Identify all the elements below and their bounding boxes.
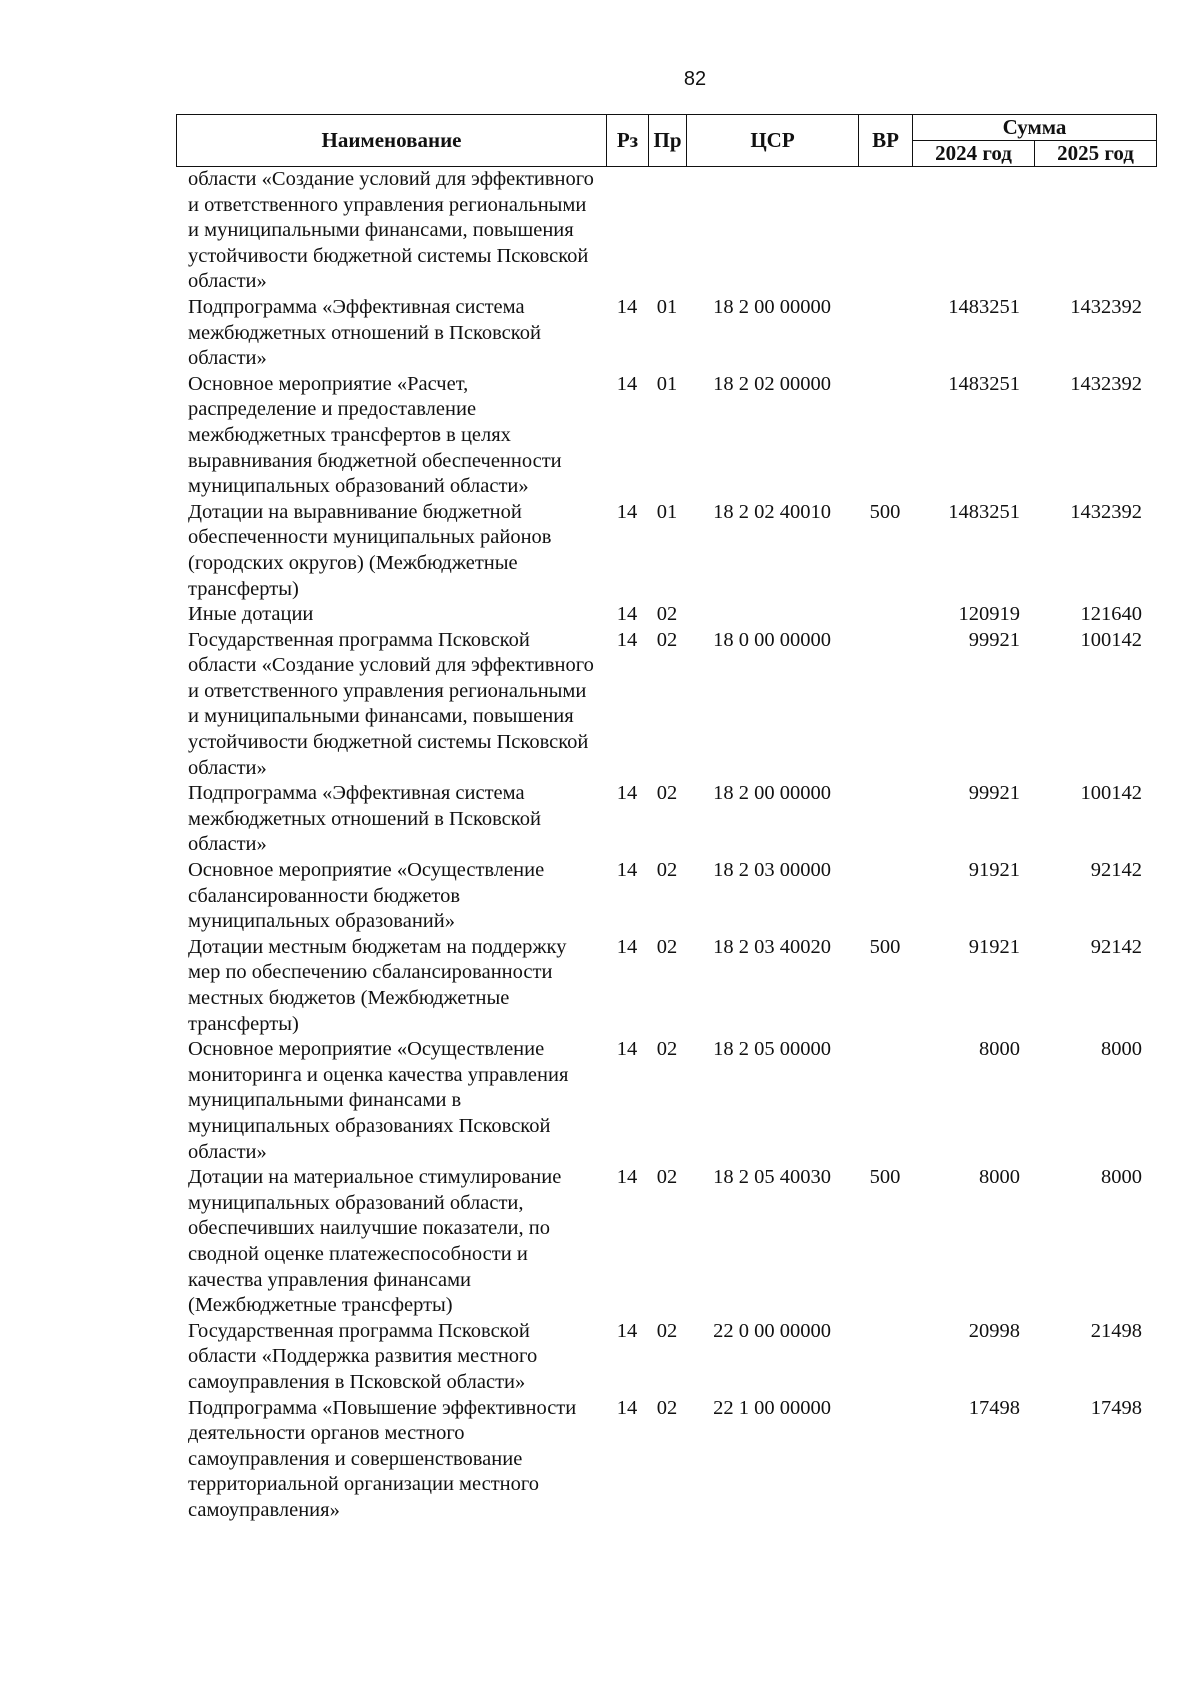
row-sum-2025: 100142 — [1080, 782, 1142, 805]
row-sum-2024: 8000 — [979, 1166, 1020, 1189]
row-sum-2025: 1432392 — [1070, 372, 1142, 395]
row-sum-2024: 99921 — [968, 628, 1020, 651]
table-row — [176, 167, 1156, 295]
row-vr — [858, 372, 912, 500]
table-row — [176, 1165, 1156, 1319]
row-vr — [858, 781, 912, 858]
row-csr: 18 2 03 40020 — [713, 935, 831, 958]
row-sum-2025: 1432392 — [1070, 500, 1142, 523]
row-rz: 14 — [616, 935, 638, 958]
table-row — [176, 295, 1156, 372]
header-name: Наименование — [177, 115, 607, 167]
row-sum-2024: 20998 — [968, 1319, 1020, 1342]
row-csr: 18 2 00 00000 — [713, 295, 831, 318]
row-sum-2024: 1483251 — [948, 500, 1020, 523]
row-sum-2025: 8000 — [1101, 1166, 1142, 1189]
row-pr: 02 — [656, 603, 678, 626]
row-sum-2025: 100142 — [1080, 628, 1142, 651]
budget-table — [176, 114, 1156, 1523]
row-csr: 22 0 00 00000 — [713, 1319, 831, 1342]
row-name: Подпрограмма «Повышение эффективности деятельности органов местного самоуправления и совершенствование территориальной организации местного самоуправления» — [188, 1396, 577, 1521]
row-rz: 14 — [616, 500, 638, 523]
row-rz: 14 — [616, 628, 638, 651]
row-sum-2025: 121640 — [1080, 603, 1142, 626]
table-row — [176, 602, 1156, 628]
row-name: Иные дотации — [188, 603, 314, 626]
row-sum-2025: 8000 — [1101, 1038, 1142, 1061]
row-name: Государственная программа Псковской области «Создание условий для эффективного и ответственного управления региональными и муниципальными финансами, повышения устойчивости бюджетной системы Псковской области» — [188, 628, 594, 779]
row-pr: 02 — [656, 859, 678, 882]
row-sum-2024: 99921 — [968, 782, 1020, 805]
row-vr: 500 — [869, 935, 901, 958]
row-csr: 22 1 00 00000 — [713, 1396, 831, 1419]
row-sum-2025: 17498 — [1090, 1396, 1142, 1419]
row-vr — [858, 602, 912, 628]
table-row — [176, 628, 1156, 782]
row-rz — [606, 167, 648, 295]
row-csr: 18 2 02 00000 — [713, 372, 831, 395]
row-pr: 01 — [656, 295, 678, 318]
header-csr: ЦСР — [687, 115, 859, 167]
row-name: Дотации на выравнивание бюджетной обеспеченности муниципальных районов (городских округов) (Межбюджетные трансферты) — [188, 500, 552, 600]
row-name: Государственная программа Псковской области «Поддержка развития местного самоуправления в Псковской области» — [188, 1319, 538, 1393]
row-rz: 14 — [616, 859, 638, 882]
page-number: 82 — [683, 68, 707, 90]
row-vr — [858, 295, 912, 372]
row-csr — [686, 167, 858, 295]
row-vr: 500 — [869, 500, 901, 523]
row-pr: 02 — [656, 628, 678, 651]
table-row — [176, 1396, 1156, 1524]
row-vr — [858, 628, 912, 782]
row-pr: 02 — [656, 1396, 678, 1419]
row-csr: 18 2 05 40030 — [713, 1166, 831, 1189]
header-year-2025: 2025 год — [1035, 141, 1157, 167]
row-csr: 18 2 02 40010 — [713, 500, 831, 523]
row-vr — [858, 858, 912, 935]
row-sum-2025: 92142 — [1090, 859, 1142, 882]
row-pr: 02 — [656, 1319, 678, 1342]
row-vr — [858, 1037, 912, 1165]
table-header — [176, 114, 1157, 167]
row-sum-2025 — [1034, 167, 1156, 295]
row-sum-2025: 92142 — [1090, 935, 1142, 958]
row-name: Основное мероприятие «Расчет, распределение и предоставление межбюджетных трансфертов в целях выравнивания бюджетной обеспеченности муниципальных образований области» — [188, 372, 562, 498]
row-csr: 18 2 05 00000 — [713, 1038, 831, 1061]
row-sum-2024 — [912, 167, 1034, 295]
row-vr — [858, 1396, 912, 1524]
row-name: Основное мероприятие «Осуществление мониторинга и оценка качества управления муниципальными финансами в муниципальных образованиях Псковской области» — [188, 1038, 569, 1163]
header-year-2024: 2024 год — [913, 141, 1035, 167]
table-row — [176, 372, 1156, 500]
table-row — [176, 1037, 1156, 1165]
row-sum-2024: 120919 — [958, 603, 1020, 626]
row-sum-2025: 21498 — [1090, 1319, 1142, 1342]
row-pr: 01 — [656, 372, 678, 395]
row-csr: 18 2 03 00000 — [713, 859, 831, 882]
header-rz: Рз — [607, 115, 649, 167]
row-name: Дотации на материальное стимулирование муниципальных образований области, обеспечивших наилучшие показатели, по сводной оценке платежеспособности и качества управления финансами (Межбюджетные трансферты) — [188, 1166, 562, 1317]
row-pr: 01 — [656, 500, 678, 523]
row-csr — [686, 602, 858, 628]
row-csr: 18 2 00 00000 — [713, 782, 831, 805]
row-sum-2025: 1432392 — [1070, 295, 1142, 318]
row-sum-2024: 91921 — [968, 935, 1020, 958]
row-pr — [648, 167, 686, 295]
header-vr: ВР — [859, 115, 913, 167]
row-vr: 500 — [869, 1166, 901, 1189]
row-vr — [858, 1319, 912, 1396]
table-row — [176, 858, 1156, 935]
row-pr: 02 — [656, 1038, 678, 1061]
table-row — [176, 500, 1156, 602]
header-sum: Сумма — [913, 115, 1157, 141]
row-rz: 14 — [616, 1166, 638, 1189]
row-rz: 14 — [616, 782, 638, 805]
row-sum-2024: 1483251 — [948, 372, 1020, 395]
row-rz: 14 — [616, 603, 638, 626]
row-name: Основное мероприятие «Осуществление сбалансированности бюджетов муниципальных образований» — [188, 859, 545, 933]
row-rz: 14 — [616, 1396, 638, 1419]
header-pr: Пр — [649, 115, 687, 167]
table-row — [176, 1319, 1156, 1396]
row-rz: 14 — [616, 1038, 638, 1061]
row-rz: 14 — [616, 1319, 638, 1342]
row-pr: 02 — [656, 935, 678, 958]
row-rz: 14 — [616, 372, 638, 395]
table-row — [176, 781, 1156, 858]
row-sum-2024: 8000 — [979, 1038, 1020, 1061]
table-row — [176, 935, 1156, 1037]
row-name: области «Создание условий для эффективного и ответственного управления региональными и муниципальными финансами, повышения устойчивости бюджетной системы Псковской области» — [188, 168, 594, 293]
row-name: Подпрограмма «Эффективная система межбюджетных отношений в Псковской области» — [188, 295, 541, 370]
row-pr: 02 — [656, 782, 678, 805]
table-body — [176, 167, 1156, 1523]
row-vr — [858, 167, 912, 295]
row-name: Подпрограмма «Эффективная система межбюджетных отношений в Псковской области» — [188, 782, 541, 856]
row-pr: 02 — [656, 1166, 678, 1189]
row-sum-2024: 91921 — [968, 859, 1020, 882]
row-rz: 14 — [616, 295, 638, 318]
row-name: Дотации местным бюджетам на поддержку мер по обеспечению сбалансированности местных бюджетов (Межбюджетные трансферты) — [188, 935, 567, 1035]
row-csr: 18 0 00 00000 — [713, 628, 831, 651]
row-sum-2024: 17498 — [968, 1396, 1020, 1419]
row-sum-2024: 1483251 — [948, 295, 1020, 318]
